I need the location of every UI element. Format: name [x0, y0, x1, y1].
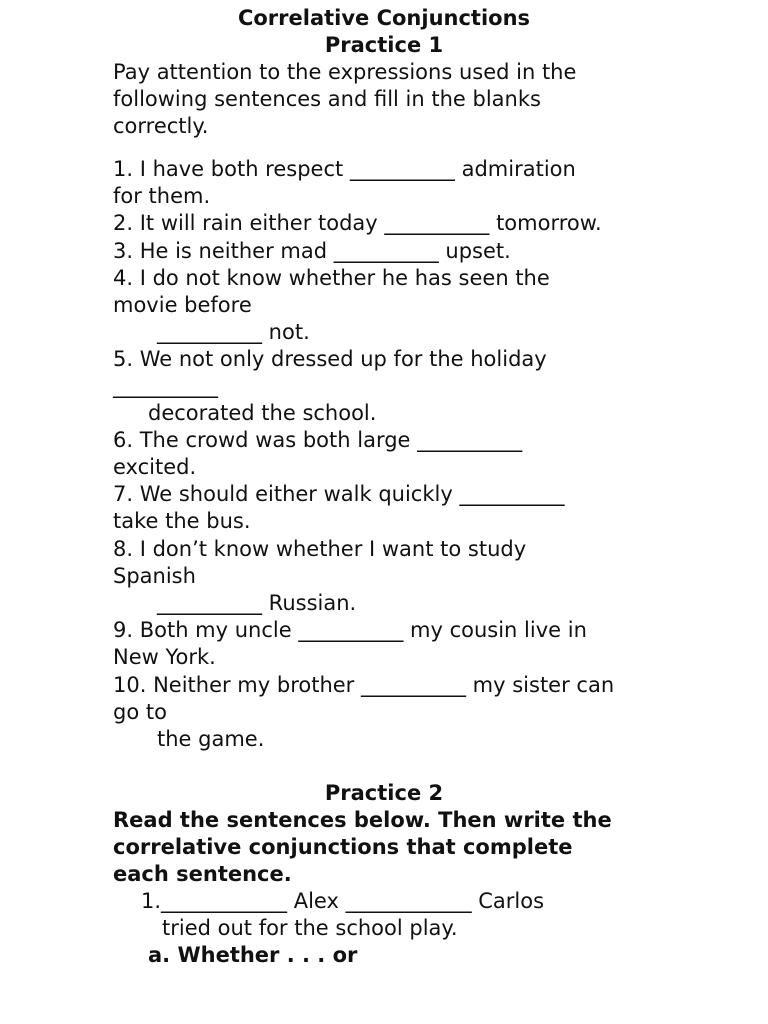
exercise-item-line: 1. I have both respect __________ admiration: [113, 157, 576, 181]
exercise-item-line: 8. I don’t know whether I want to study: [113, 537, 527, 561]
exercise-item-line: 4. I do not know whether he has seen the: [113, 266, 550, 290]
exercise-item-line: go to: [113, 700, 167, 724]
exercise-item-line: New York.: [113, 645, 216, 669]
exercise-item-line: __________ not.: [157, 320, 310, 344]
exercise-item-line: 9. Both my uncle __________ my cousin live in: [113, 618, 587, 642]
exercise-item-line: movie before: [113, 293, 252, 317]
practice-2-question-line: 1.____________ Alex ____________ Carlos: [141, 889, 545, 913]
exercise-item-line: 3. He is neither mad __________ upset.: [113, 239, 511, 263]
exercise-item-line: __________ Russian.: [157, 591, 357, 615]
exercise-item-line: decorated the school.: [148, 401, 377, 425]
exercise-item-line: 5. We not only dressed up for the holiday: [113, 347, 547, 371]
practice-2-question-line: tried out for the school play.: [162, 916, 458, 940]
exercise-item-line: 10. Neither my brother __________ my sister can: [113, 673, 615, 697]
exercise-item-line: excited.: [113, 455, 197, 479]
practice-1-heading: Practice 1: [324, 33, 444, 57]
practice-2-instruction-line: each sentence.: [113, 862, 292, 886]
practice-1-instruction-line: correctly.: [113, 114, 209, 138]
practice-2-instruction-line: correlative conjunctions that complete: [113, 835, 573, 859]
exercise-item-line: for them.: [113, 184, 211, 208]
exercise-item-line: 7. We should either walk quickly __________: [113, 482, 565, 506]
practice-1-instruction-line: following sentences and fill in the blanks: [113, 87, 541, 111]
exercise-item-line: take the bus.: [113, 509, 251, 533]
exercise-item-line: 2. It will rain either today __________ tomorrow.: [113, 211, 602, 235]
answer-option-a: a. Whether . . . or: [148, 943, 358, 967]
practice-2-heading: Practice 2: [324, 781, 444, 805]
exercise-item-line: Spanish: [113, 564, 196, 588]
exercise-item-line: the game.: [157, 727, 265, 751]
practice-1-instruction-line: Pay attention to the expressions used in the: [113, 60, 577, 84]
exercise-item-line: __________: [113, 374, 218, 398]
worksheet-title: Correlative Conjunctions: [237, 6, 531, 30]
practice-2-instruction-line: Read the sentences below. Then write the: [113, 808, 612, 832]
exercise-item-line: 6. The crowd was both large __________: [113, 428, 523, 452]
